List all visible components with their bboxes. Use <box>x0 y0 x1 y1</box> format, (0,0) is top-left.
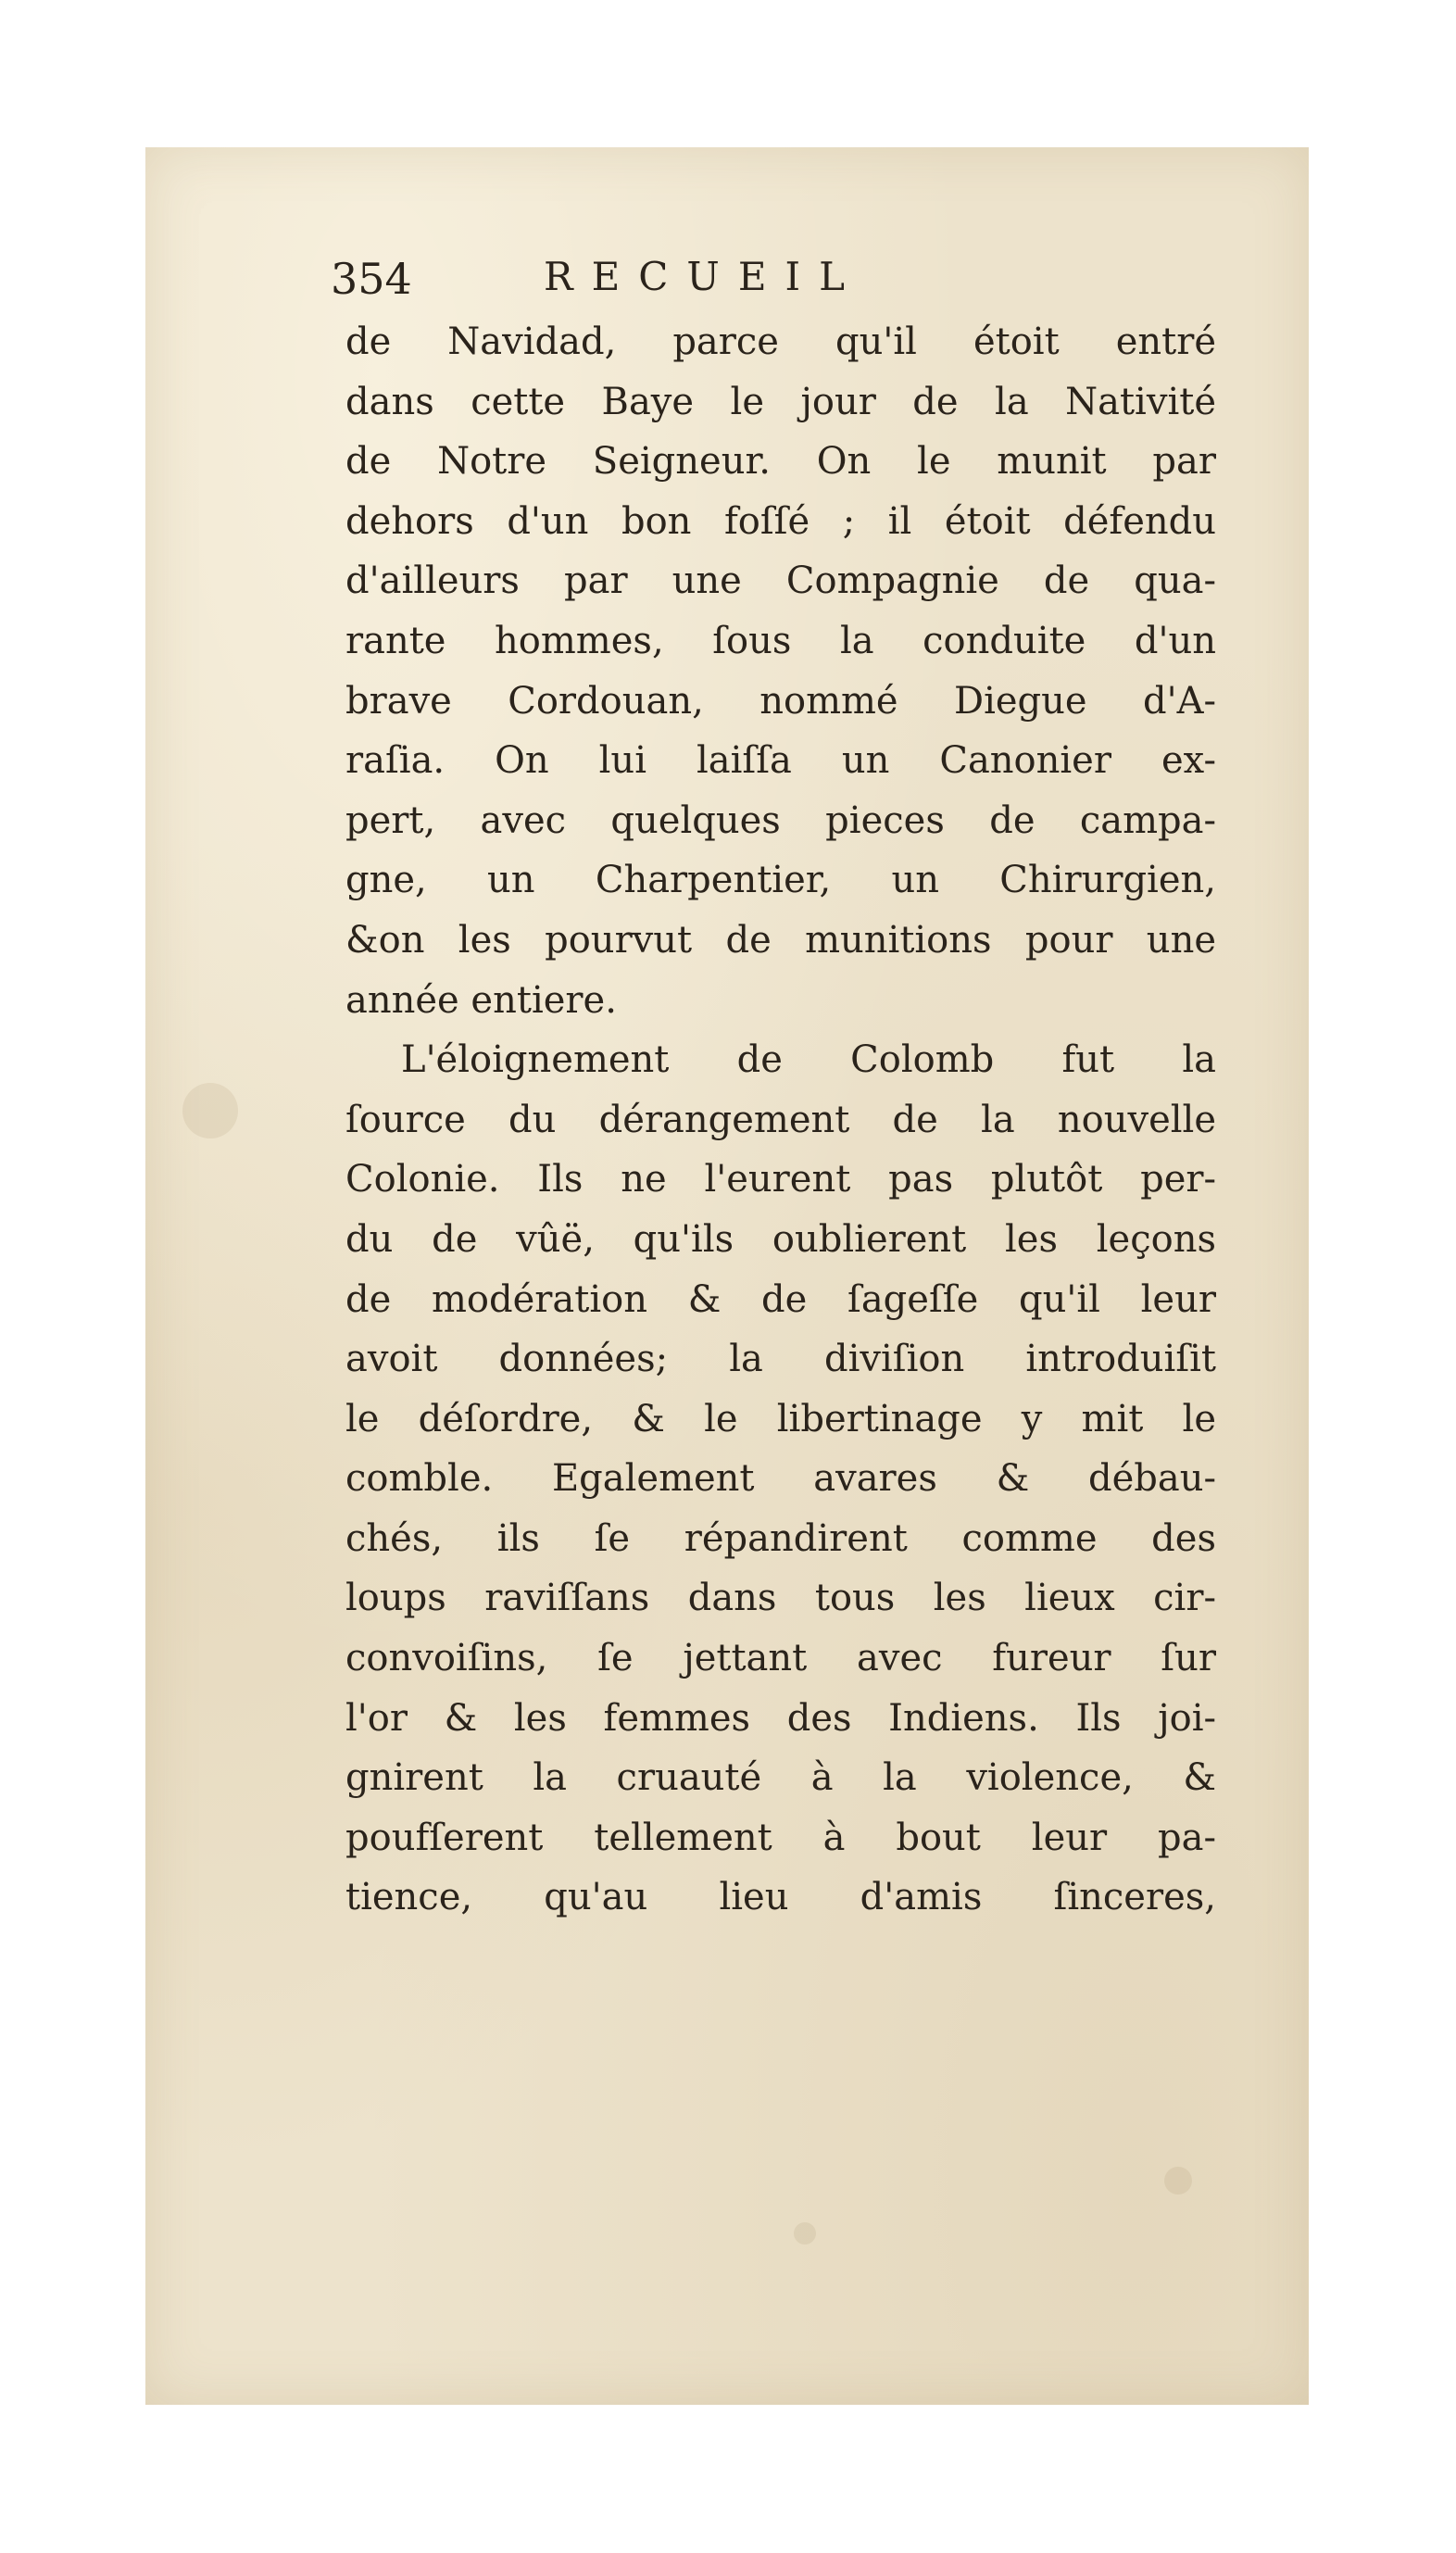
text-line: &on les pourvut de munitions pour une <box>345 918 1216 962</box>
text-line: le déſordre, & le libertinage y mit le <box>345 1397 1216 1440</box>
text-line: de Notre Seigneur. On le munit par <box>345 440 1216 484</box>
text-line: année entiere. <box>345 978 617 1022</box>
text-line: d'ailleurs par une Compagnie de qua- <box>345 560 1216 603</box>
text-line: brave Cordouan, nommé Diegue d'A- <box>345 679 1216 723</box>
page-header <box>331 254 1164 319</box>
text-line: du de vûë, qu'ils oublierent les leçons <box>345 1217 1216 1261</box>
text-line: comble. Egalement avares & débau- <box>345 1457 1216 1501</box>
running-title: RECUEIL <box>544 254 863 299</box>
text-line: ſource du dérangement de la nouvelle <box>345 1098 1216 1141</box>
text-line: dehors d'un bon foſſé ; il étoit défendu <box>345 499 1216 543</box>
text-line: raſia. On lui laiſſa un Canonier ex- <box>345 739 1216 783</box>
page-number: 354 <box>331 254 412 304</box>
text-line: avoit données; la diviſion introduiſit <box>345 1338 1216 1381</box>
text-line: gnirent la cruauté à la violence, & <box>345 1756 1216 1800</box>
text-line: de Navidad, parce qu'il étoit entré <box>345 321 1216 363</box>
text-line: pert, avec quelques pieces de campa- <box>345 799 1216 842</box>
text-line: chés, ils ſe répandirent comme des <box>345 1516 1216 1560</box>
body-text <box>345 312 1216 1928</box>
text-line: de modération & de ſageſſe qu'il leur <box>345 1277 1216 1321</box>
text-line: L'éloignement de Colomb fut la <box>401 1038 1216 1082</box>
page-scan <box>145 147 1309 2405</box>
text-line: Colonie. Ils ne l'eurent pas plutôt per- <box>345 1158 1216 1201</box>
text-line: rante hommes, ſous la conduite d'un <box>345 619 1216 662</box>
text-line: l'or & les femmes des Indiens. Ils joi- <box>345 1696 1216 1740</box>
text-line: poufſerent tellement à bout leur pa- <box>345 1816 1216 1859</box>
paper-stain <box>182 1083 238 1138</box>
text-line: loups raviſſans dans tous les lieux cir- <box>345 1577 1216 1620</box>
text-line: dans cette Baye le jour de la Nativité <box>345 380 1216 423</box>
paper-stain <box>794 2222 816 2245</box>
text-line: gne, un Charpentier, un Chirurgien, <box>345 859 1216 902</box>
text-line: convoiſins, ſe jettant avec fureur ſur <box>345 1637 1216 1680</box>
paper-stain <box>1164 2167 1192 2195</box>
text-line: tience, qu'au lieu d'amis ſinceres, <box>345 1876 1216 1919</box>
